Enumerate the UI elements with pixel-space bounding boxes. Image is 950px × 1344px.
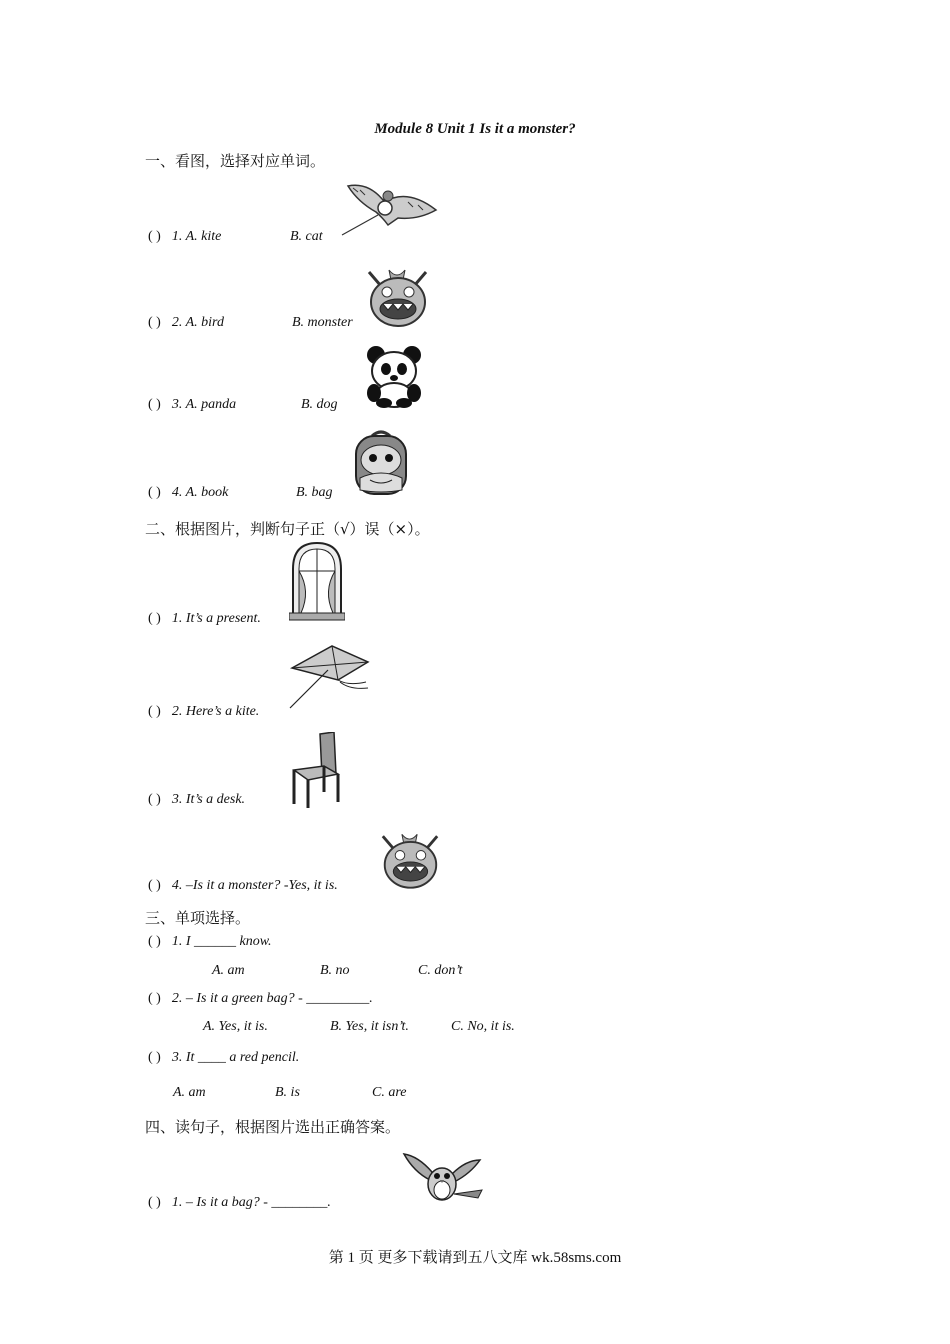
kite-bird-icon — [338, 180, 438, 240]
answer-blank[interactable]: ( ) — [148, 397, 161, 412]
section-1-heading: 一、看图，选择对应单词。 — [145, 152, 326, 170]
bird-icon — [400, 1150, 484, 1208]
question-row: ( ) 1. – Is it a bag? - ________. — [148, 1195, 331, 1210]
option: A. am — [173, 1085, 206, 1100]
question-row: ( ) 2. A. bird — [148, 315, 224, 330]
section-3-heading: 三、单项选择。 — [145, 909, 251, 927]
question-row: ( ) 3. It ____ a red pencil. — [148, 1050, 300, 1065]
question-row: ( ) 1. A. kite — [148, 229, 222, 244]
chair-icon — [290, 732, 342, 808]
monster-icon — [365, 266, 430, 330]
option-b: B. dog — [301, 397, 338, 412]
question-row: ( ) 1. It’s a present. — [148, 611, 261, 626]
monkey-bag-icon — [350, 428, 412, 498]
answer-blank[interactable]: ( ) — [148, 229, 161, 244]
monster-icon — [379, 830, 441, 892]
answer-blank[interactable]: ( ) — [148, 792, 161, 807]
answer-blank[interactable]: ( ) — [148, 611, 161, 626]
option-b: B. cat — [290, 229, 323, 244]
option: A. Yes, it is. — [203, 1019, 268, 1034]
answer-blank[interactable]: ( ) — [148, 485, 161, 500]
option: C. are — [372, 1085, 407, 1100]
option: B. is — [275, 1085, 300, 1100]
page-title: Module 8 Unit 1 Is it a monster? — [374, 121, 576, 137]
question-row: ( ) 3. It’s a desk. — [148, 792, 246, 807]
question-row: ( ) 2. – Is it a green bag? - _________. — [148, 991, 373, 1006]
option-b: B. monster — [292, 315, 353, 330]
option: B. no — [320, 963, 350, 978]
option: C. don’t — [418, 963, 463, 978]
answer-blank[interactable]: ( ) — [148, 878, 161, 893]
question-row: ( ) 2. Here’s a kite. — [148, 704, 260, 719]
question-row: ( ) 4. A. book — [148, 485, 229, 500]
answer-blank[interactable]: ( ) — [148, 704, 161, 719]
window-icon — [289, 541, 345, 621]
option: A. am — [212, 963, 245, 978]
option-b: B. bag — [296, 485, 333, 500]
answer-blank[interactable]: ( ) — [148, 1195, 161, 1210]
option: B. Yes, it isn’t. — [330, 1019, 409, 1034]
option: C. No, it is. — [451, 1019, 515, 1034]
answer-blank[interactable]: ( ) — [148, 934, 161, 949]
section-4-heading: 四、读句子，根据图片选出正确答案。 — [145, 1118, 401, 1136]
question-row: ( ) 4. –Is it a monster? -Yes, it is. — [148, 878, 338, 893]
question-row: ( ) 3. A. panda — [148, 397, 237, 412]
panda-icon — [362, 345, 427, 408]
answer-blank[interactable]: ( ) — [148, 315, 161, 330]
section-2-heading: 二、根据图片，判断句子正（√）误（×）。 — [145, 520, 430, 538]
kite-icon — [288, 642, 370, 710]
answer-blank[interactable]: ( ) — [148, 991, 161, 1006]
page-footer: 第 1 页 更多下载请到五八文库 wk.58sms.com — [328, 1250, 622, 1266]
answer-blank[interactable]: ( ) — [148, 1050, 161, 1065]
question-row: ( ) 1. I ______ know. — [148, 934, 272, 949]
